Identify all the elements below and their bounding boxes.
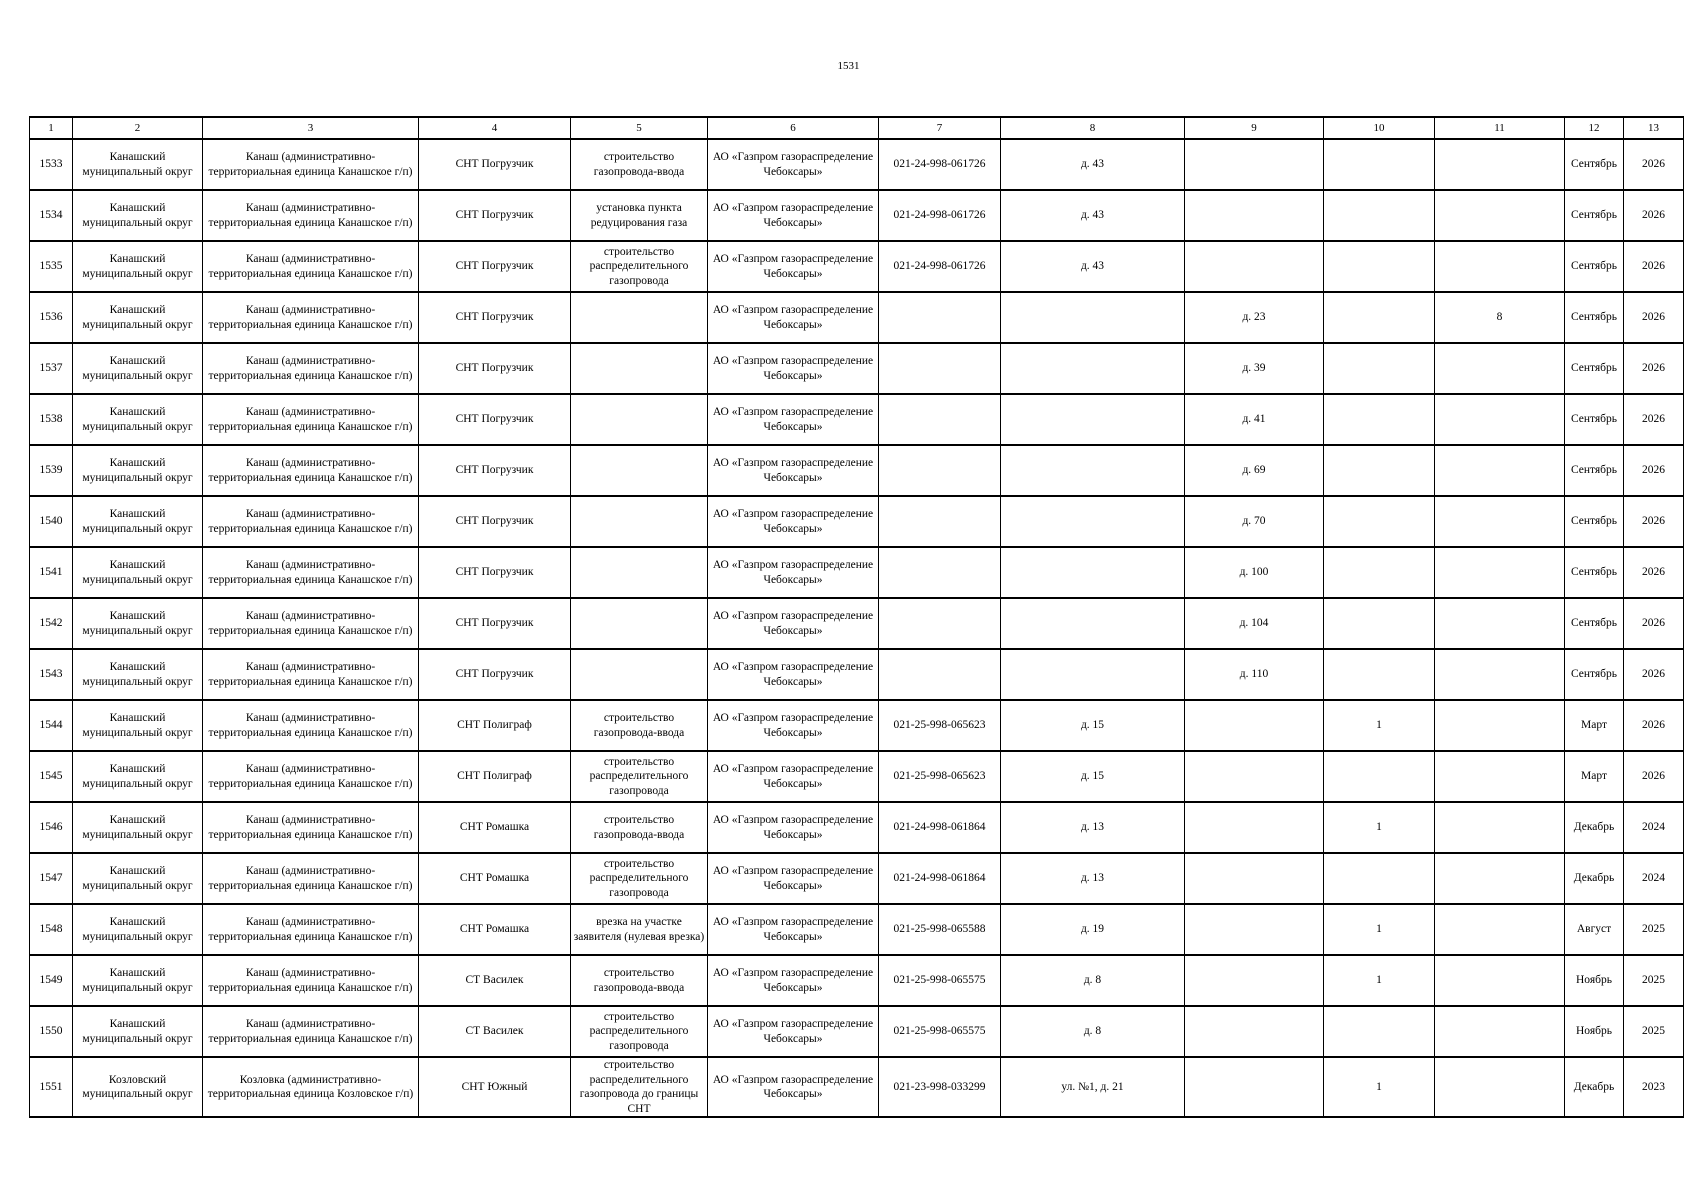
- year-cell: 2026: [1624, 292, 1684, 343]
- column-header: 3: [203, 117, 419, 139]
- table-row: [30, 904, 1684, 955]
- table-row: [30, 649, 1684, 700]
- data-table: [29, 116, 1684, 1118]
- count-cell: 1: [1324, 904, 1435, 955]
- organization-cell: АО «Газпром газораспределение Чебоксары»: [708, 1057, 879, 1117]
- settlement-cell: Канаш (административно-территориальная единица Канашское г/п): [203, 139, 419, 190]
- district-cell: Канашский муниципальный округ: [73, 598, 203, 649]
- count-cell: [1324, 241, 1435, 292]
- work-type-cell: строительство распределительного газопровода: [571, 1006, 708, 1057]
- district-cell: Канашский муниципальный округ: [73, 1006, 203, 1057]
- object-cell: СНТ Погрузчик: [419, 190, 571, 241]
- work-type-cell: строительство газопровода-ввода: [571, 802, 708, 853]
- row-number-cell: 1551: [30, 1057, 73, 1117]
- application-number-cell: 021-23-998-033299: [879, 1057, 1001, 1117]
- application-number-cell: [879, 547, 1001, 598]
- object-cell: СНТ Погрузчик: [419, 547, 571, 598]
- house-cell: д. 104: [1185, 598, 1324, 649]
- house-cell: д. 110: [1185, 649, 1324, 700]
- work-type-cell: [571, 598, 708, 649]
- quantity-cell: [1435, 241, 1565, 292]
- organization-cell: АО «Газпром газораспределение Чебоксары»: [708, 904, 879, 955]
- application-number-cell: 021-25-998-065623: [879, 751, 1001, 802]
- quantity-cell: [1435, 649, 1565, 700]
- application-number-cell: 021-24-998-061726: [879, 190, 1001, 241]
- month-cell: Сентябрь: [1565, 190, 1624, 241]
- year-cell: 2026: [1624, 751, 1684, 802]
- row-number-cell: 1550: [30, 1006, 73, 1057]
- column-header: 7: [879, 117, 1001, 139]
- table-row: [30, 139, 1684, 190]
- application-number-cell: [879, 598, 1001, 649]
- address-cell: д. 19: [1001, 904, 1185, 955]
- address-cell: ул. №1, д. 21: [1001, 1057, 1185, 1117]
- year-cell: 2026: [1624, 700, 1684, 751]
- house-cell: [1185, 241, 1324, 292]
- address-cell: [1001, 598, 1185, 649]
- object-cell: СНТ Ромашка: [419, 802, 571, 853]
- work-type-cell: строительство распределительного газопровода: [571, 751, 708, 802]
- settlement-cell: Канаш (административно-территориальная единица Канашское г/п): [203, 700, 419, 751]
- month-cell: Сентябрь: [1565, 598, 1624, 649]
- row-number-cell: 1544: [30, 700, 73, 751]
- row-number-cell: 1533: [30, 139, 73, 190]
- application-number-cell: 021-24-998-061864: [879, 853, 1001, 904]
- column-header: 10: [1324, 117, 1435, 139]
- address-cell: [1001, 649, 1185, 700]
- house-cell: [1185, 139, 1324, 190]
- row-number-cell: 1534: [30, 190, 73, 241]
- count-cell: [1324, 751, 1435, 802]
- quantity-cell: [1435, 1057, 1565, 1117]
- application-number-cell: 021-24-998-061864: [879, 802, 1001, 853]
- object-cell: СНТ Погрузчик: [419, 292, 571, 343]
- work-type-cell: [571, 547, 708, 598]
- application-number-cell: 021-25-998-065575: [879, 955, 1001, 1006]
- year-cell: 2025: [1624, 904, 1684, 955]
- settlement-cell: Канаш (административно-территориальная единица Канашское г/п): [203, 292, 419, 343]
- count-cell: [1324, 394, 1435, 445]
- year-cell: 2026: [1624, 139, 1684, 190]
- count-cell: [1324, 1006, 1435, 1057]
- quantity-cell: [1435, 802, 1565, 853]
- house-cell: [1185, 700, 1324, 751]
- district-cell: Канашский муниципальный округ: [73, 649, 203, 700]
- district-cell: Козловский муниципальный округ: [73, 1057, 203, 1117]
- column-header: 1: [30, 117, 73, 139]
- settlement-cell: Канаш (административно-территориальная единица Канашское г/п): [203, 1006, 419, 1057]
- district-cell: Канашский муниципальный округ: [73, 445, 203, 496]
- row-number-cell: 1537: [30, 343, 73, 394]
- page-number: 1531: [837, 60, 860, 72]
- work-type-cell: [571, 394, 708, 445]
- table-row: [30, 343, 1684, 394]
- row-number-cell: 1546: [30, 802, 73, 853]
- application-number-cell: 021-25-998-065575: [879, 1006, 1001, 1057]
- table-row: [30, 1057, 1684, 1117]
- address-cell: д. 15: [1001, 700, 1185, 751]
- organization-cell: АО «Газпром газораспределение Чебоксары»: [708, 343, 879, 394]
- house-cell: д. 69: [1185, 445, 1324, 496]
- house-cell: [1185, 853, 1324, 904]
- column-header: 6: [708, 117, 879, 139]
- table-row: [30, 496, 1684, 547]
- object-cell: СНТ Погрузчик: [419, 649, 571, 700]
- settlement-cell: Канаш (административно-территориальная единица Канашское г/п): [203, 343, 419, 394]
- settlement-cell: Канаш (административно-территориальная единица Канашское г/п): [203, 547, 419, 598]
- settlement-cell: Канаш (административно-территориальная единица Канашское г/п): [203, 598, 419, 649]
- table-row: [30, 445, 1684, 496]
- district-cell: Канашский муниципальный округ: [73, 904, 203, 955]
- header-row: [30, 117, 1684, 139]
- object-cell: СНТ Южный: [419, 1057, 571, 1117]
- table-row: [30, 292, 1684, 343]
- count-cell: [1324, 547, 1435, 598]
- district-cell: Канашский муниципальный округ: [73, 394, 203, 445]
- count-cell: 1: [1324, 1057, 1435, 1117]
- quantity-cell: [1435, 496, 1565, 547]
- quantity-cell: [1435, 445, 1565, 496]
- quantity-cell: [1435, 700, 1565, 751]
- table-row: [30, 547, 1684, 598]
- quantity-cell: [1435, 853, 1565, 904]
- organization-cell: АО «Газпром газораспределение Чебоксары»: [708, 139, 879, 190]
- year-cell: 2026: [1624, 649, 1684, 700]
- address-cell: [1001, 394, 1185, 445]
- district-cell: Канашский муниципальный округ: [73, 496, 203, 547]
- quantity-cell: [1435, 190, 1565, 241]
- year-cell: 2026: [1624, 343, 1684, 394]
- address-cell: [1001, 445, 1185, 496]
- year-cell: 2026: [1624, 547, 1684, 598]
- district-cell: Канашский муниципальный округ: [73, 955, 203, 1006]
- address-cell: д. 8: [1001, 1006, 1185, 1057]
- month-cell: Декабрь: [1565, 1057, 1624, 1117]
- house-cell: [1185, 802, 1324, 853]
- table-row: [30, 853, 1684, 904]
- count-cell: 1: [1324, 955, 1435, 1006]
- work-type-cell: строительство газопровода-ввода: [571, 139, 708, 190]
- quantity-cell: [1435, 1006, 1565, 1057]
- quantity-cell: [1435, 394, 1565, 445]
- month-cell: Сентябрь: [1565, 496, 1624, 547]
- count-cell: [1324, 343, 1435, 394]
- work-type-cell: строительство распределительного газопровода: [571, 853, 708, 904]
- table-row: [30, 751, 1684, 802]
- year-cell: 2026: [1624, 598, 1684, 649]
- settlement-cell: Канаш (административно-территориальная единица Канашское г/п): [203, 496, 419, 547]
- district-cell: Канашский муниципальный округ: [73, 292, 203, 343]
- district-cell: Канашский муниципальный округ: [73, 139, 203, 190]
- house-cell: д. 39: [1185, 343, 1324, 394]
- object-cell: СТ Василек: [419, 1006, 571, 1057]
- application-number-cell: [879, 292, 1001, 343]
- address-cell: д. 15: [1001, 751, 1185, 802]
- column-header: 12: [1565, 117, 1624, 139]
- district-cell: Канашский муниципальный округ: [73, 190, 203, 241]
- quantity-cell: [1435, 598, 1565, 649]
- address-cell: д. 13: [1001, 802, 1185, 853]
- column-header: 11: [1435, 117, 1565, 139]
- address-cell: д. 43: [1001, 139, 1185, 190]
- work-type-cell: установка пункта редуцирования газа: [571, 190, 708, 241]
- address-cell: [1001, 343, 1185, 394]
- count-cell: [1324, 496, 1435, 547]
- application-number-cell: 021-25-998-065588: [879, 904, 1001, 955]
- month-cell: Сентябрь: [1565, 343, 1624, 394]
- work-type-cell: [571, 292, 708, 343]
- quantity-cell: [1435, 904, 1565, 955]
- organization-cell: АО «Газпром газораспределение Чебоксары»: [708, 547, 879, 598]
- address-cell: д. 43: [1001, 241, 1185, 292]
- district-cell: Канашский муниципальный округ: [73, 241, 203, 292]
- month-cell: Сентябрь: [1565, 649, 1624, 700]
- district-cell: Канашский муниципальный округ: [73, 343, 203, 394]
- address-cell: [1001, 292, 1185, 343]
- row-number-cell: 1548: [30, 904, 73, 955]
- table-row: [30, 598, 1684, 649]
- row-number-cell: 1542: [30, 598, 73, 649]
- column-header: 9: [1185, 117, 1324, 139]
- house-cell: д. 41: [1185, 394, 1324, 445]
- application-number-cell: [879, 394, 1001, 445]
- district-cell: Канашский муниципальный округ: [73, 547, 203, 598]
- row-number-cell: 1535: [30, 241, 73, 292]
- work-type-cell: строительство газопровода-ввода: [571, 955, 708, 1006]
- row-number-cell: 1545: [30, 751, 73, 802]
- house-cell: [1185, 1057, 1324, 1117]
- house-cell: [1185, 955, 1324, 1006]
- object-cell: СНТ Погрузчик: [419, 394, 571, 445]
- quantity-cell: [1435, 139, 1565, 190]
- column-header: 2: [73, 117, 203, 139]
- object-cell: СНТ Погрузчик: [419, 445, 571, 496]
- application-number-cell: 021-24-998-061726: [879, 241, 1001, 292]
- month-cell: Март: [1565, 700, 1624, 751]
- month-cell: Ноябрь: [1565, 955, 1624, 1006]
- organization-cell: АО «Газпром газораспределение Чебоксары»: [708, 190, 879, 241]
- object-cell: СНТ Погрузчик: [419, 343, 571, 394]
- table-row: [30, 955, 1684, 1006]
- object-cell: СНТ Погрузчик: [419, 496, 571, 547]
- district-cell: Канашский муниципальный округ: [73, 802, 203, 853]
- settlement-cell: Козловка (административно-территориальная единица Козловское г/п): [203, 1057, 419, 1117]
- month-cell: Сентябрь: [1565, 241, 1624, 292]
- quantity-cell: [1435, 343, 1565, 394]
- work-type-cell: строительство распределительного газопровода до границы СНТ: [571, 1057, 708, 1117]
- district-cell: Канашский муниципальный округ: [73, 751, 203, 802]
- work-type-cell: [571, 445, 708, 496]
- work-type-cell: строительство газопровода-ввода: [571, 700, 708, 751]
- month-cell: Август: [1565, 904, 1624, 955]
- work-type-cell: строительство распределительного газопровода: [571, 241, 708, 292]
- settlement-cell: Канаш (административно-территориальная единица Канашское г/п): [203, 394, 419, 445]
- month-cell: Сентябрь: [1565, 547, 1624, 598]
- organization-cell: АО «Газпром газораспределение Чебоксары»: [708, 853, 879, 904]
- organization-cell: АО «Газпром газораспределение Чебоксары»: [708, 955, 879, 1006]
- table-body: [30, 139, 1684, 1117]
- month-cell: Март: [1565, 751, 1624, 802]
- month-cell: Сентябрь: [1565, 292, 1624, 343]
- month-cell: Сентябрь: [1565, 139, 1624, 190]
- settlement-cell: Канаш (административно-территориальная единица Канашское г/п): [203, 190, 419, 241]
- work-type-cell: [571, 343, 708, 394]
- count-cell: [1324, 190, 1435, 241]
- object-cell: СНТ Полиграф: [419, 700, 571, 751]
- table-row: [30, 241, 1684, 292]
- quantity-cell: [1435, 547, 1565, 598]
- count-cell: [1324, 139, 1435, 190]
- object-cell: СНТ Погрузчик: [419, 241, 571, 292]
- object-cell: СНТ Ромашка: [419, 853, 571, 904]
- count-cell: [1324, 292, 1435, 343]
- address-cell: [1001, 547, 1185, 598]
- settlement-cell: Канаш (административно-территориальная единица Канашское г/п): [203, 751, 419, 802]
- work-type-cell: [571, 649, 708, 700]
- row-number-cell: 1540: [30, 496, 73, 547]
- settlement-cell: Канаш (административно-территориальная единица Канашское г/п): [203, 445, 419, 496]
- row-number-cell: 1539: [30, 445, 73, 496]
- count-cell: [1324, 598, 1435, 649]
- organization-cell: АО «Газпром газораспределение Чебоксары»: [708, 445, 879, 496]
- quantity-cell: [1435, 751, 1565, 802]
- quantity-cell: 8: [1435, 292, 1565, 343]
- settlement-cell: Канаш (административно-территориальная единица Канашское г/п): [203, 241, 419, 292]
- table-row: [30, 1006, 1684, 1057]
- year-cell: 2026: [1624, 496, 1684, 547]
- object-cell: СНТ Погрузчик: [419, 598, 571, 649]
- row-number-cell: 1547: [30, 853, 73, 904]
- organization-cell: АО «Газпром газораспределение Чебоксары»: [708, 292, 879, 343]
- application-number-cell: [879, 649, 1001, 700]
- application-number-cell: 021-24-998-061726: [879, 139, 1001, 190]
- row-number-cell: 1541: [30, 547, 73, 598]
- row-number-cell: 1536: [30, 292, 73, 343]
- object-cell: СТ Василек: [419, 955, 571, 1006]
- settlement-cell: Канаш (административно-территориальная единица Канашское г/п): [203, 802, 419, 853]
- house-cell: д. 23: [1185, 292, 1324, 343]
- year-cell: 2025: [1624, 1006, 1684, 1057]
- organization-cell: АО «Газпром газораспределение Чебоксары»: [708, 241, 879, 292]
- settlement-cell: Канаш (административно-территориальная единица Канашское г/п): [203, 904, 419, 955]
- object-cell: СНТ Ромашка: [419, 904, 571, 955]
- object-cell: СНТ Полиграф: [419, 751, 571, 802]
- district-cell: Канашский муниципальный округ: [73, 700, 203, 751]
- object-cell: СНТ Погрузчик: [419, 139, 571, 190]
- column-header: 5: [571, 117, 708, 139]
- settlement-cell: Канаш (административно-территориальная единица Канашское г/п): [203, 955, 419, 1006]
- year-cell: 2026: [1624, 394, 1684, 445]
- house-cell: д. 70: [1185, 496, 1324, 547]
- year-cell: 2024: [1624, 802, 1684, 853]
- table-row: [30, 802, 1684, 853]
- organization-cell: АО «Газпром газораспределение Чебоксары»: [708, 751, 879, 802]
- settlement-cell: Канаш (административно-территориальная единица Канашское г/п): [203, 853, 419, 904]
- count-cell: [1324, 445, 1435, 496]
- count-cell: [1324, 649, 1435, 700]
- address-cell: д. 13: [1001, 853, 1185, 904]
- year-cell: 2023: [1624, 1057, 1684, 1117]
- work-type-cell: [571, 496, 708, 547]
- year-cell: 2026: [1624, 190, 1684, 241]
- year-cell: 2024: [1624, 853, 1684, 904]
- organization-cell: АО «Газпром газораспределение Чебоксары»: [708, 496, 879, 547]
- column-header: 13: [1624, 117, 1684, 139]
- organization-cell: АО «Газпром газораспределение Чебоксары»: [708, 598, 879, 649]
- house-cell: [1185, 751, 1324, 802]
- month-cell: Сентябрь: [1565, 445, 1624, 496]
- house-cell: [1185, 904, 1324, 955]
- month-cell: Сентябрь: [1565, 394, 1624, 445]
- application-number-cell: [879, 496, 1001, 547]
- table-header: [30, 117, 1684, 139]
- table-row: [30, 190, 1684, 241]
- column-header: 8: [1001, 117, 1185, 139]
- table-row: [30, 700, 1684, 751]
- year-cell: 2026: [1624, 445, 1684, 496]
- organization-cell: АО «Газпром газораспределение Чебоксары»: [708, 700, 879, 751]
- quantity-cell: [1435, 955, 1565, 1006]
- house-cell: [1185, 1006, 1324, 1057]
- organization-cell: АО «Газпром газораспределение Чебоксары»: [708, 394, 879, 445]
- column-header: 4: [419, 117, 571, 139]
- year-cell: 2025: [1624, 955, 1684, 1006]
- month-cell: Декабрь: [1565, 802, 1624, 853]
- count-cell: 1: [1324, 802, 1435, 853]
- address-cell: д. 8: [1001, 955, 1185, 1006]
- organization-cell: АО «Газпром газораспределение Чебоксары»: [708, 649, 879, 700]
- organization-cell: АО «Газпром газораспределение Чебоксары»: [708, 802, 879, 853]
- application-number-cell: [879, 445, 1001, 496]
- count-cell: 1: [1324, 700, 1435, 751]
- table-row: [30, 394, 1684, 445]
- count-cell: [1324, 853, 1435, 904]
- year-cell: 2026: [1624, 241, 1684, 292]
- work-type-cell: врезка на участке заявителя (нулевая врезка): [571, 904, 708, 955]
- row-number-cell: 1543: [30, 649, 73, 700]
- house-cell: [1185, 190, 1324, 241]
- month-cell: Ноябрь: [1565, 1006, 1624, 1057]
- organization-cell: АО «Газпром газораспределение Чебоксары»: [708, 1006, 879, 1057]
- district-cell: Канашский муниципальный округ: [73, 853, 203, 904]
- application-number-cell: [879, 343, 1001, 394]
- address-cell: [1001, 496, 1185, 547]
- address-cell: д. 43: [1001, 190, 1185, 241]
- application-number-cell: 021-25-998-065623: [879, 700, 1001, 751]
- settlement-cell: Канаш (административно-территориальная единица Канашское г/п): [203, 649, 419, 700]
- row-number-cell: 1538: [30, 394, 73, 445]
- month-cell: Декабрь: [1565, 853, 1624, 904]
- house-cell: д. 100: [1185, 547, 1324, 598]
- row-number-cell: 1549: [30, 955, 73, 1006]
